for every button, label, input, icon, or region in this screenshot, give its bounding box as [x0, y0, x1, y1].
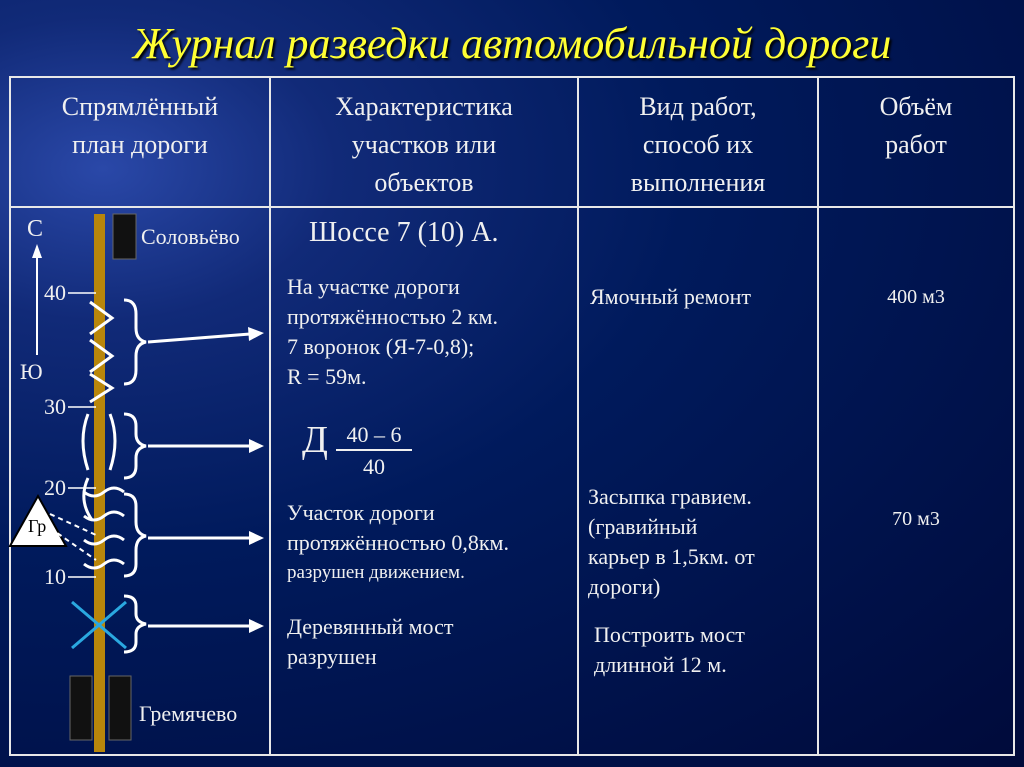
south-label: Ю: [20, 359, 43, 384]
header-work-type: Вид работ, способ их выполнения: [630, 92, 766, 197]
row3-work: Построить мост длинной 12 м.: [594, 622, 745, 677]
end-village-label: Гремячево: [139, 701, 238, 726]
row3-characteristic: Деревянный мост разрушен: [287, 614, 454, 669]
header-characteristic: Характеристика участков или объектов: [335, 92, 513, 197]
header-plan: Спрямлённый план дороги: [61, 92, 219, 159]
row1-work: Ямочный ремонт: [590, 284, 751, 309]
village-soloviovo-icon: [113, 214, 136, 259]
row1-volume: 400 м3: [887, 286, 945, 308]
row1-characteristic: На участке дороги протяжённостью 2 км. 7 воронок (Я-7-0,8); R = 59м.: [287, 274, 498, 389]
road-line: [94, 214, 105, 752]
row2-volume: 70 м3: [892, 508, 940, 530]
pointer-arrows-icon: [148, 327, 264, 633]
north-label: С: [27, 216, 44, 242]
village-gremyachevo-right-icon: [109, 676, 131, 740]
page-title: Журнал разведки автомобильной дороги: [132, 19, 892, 68]
formula-numerator: 40 – 6: [346, 422, 402, 447]
row2-work: Засыпка гравием. (гравийный карьер в 1,5км. от дороги): [588, 484, 755, 599]
quarry-label: Гр: [28, 516, 47, 536]
km-label-10: 10: [44, 564, 66, 589]
road-name: Шоссе 7 (10) А.: [309, 217, 499, 248]
formula-letter: Д: [302, 419, 328, 461]
km-label-20: 20: [44, 475, 66, 500]
km-label-40: 40: [44, 280, 66, 305]
section-braces-icon: [124, 300, 146, 652]
km-label-30: 30: [44, 394, 66, 419]
north-arrowhead-icon: [32, 244, 42, 258]
formula-denominator: 40: [363, 454, 385, 479]
header-volume: Объём работ: [879, 92, 953, 159]
row2-characteristic: Участок дороги протяжённостью 0,8км. разрушен движением.: [287, 500, 509, 583]
start-village-label: Соловьёво: [141, 224, 240, 249]
village-gremyachevo-left-icon: [70, 676, 92, 740]
